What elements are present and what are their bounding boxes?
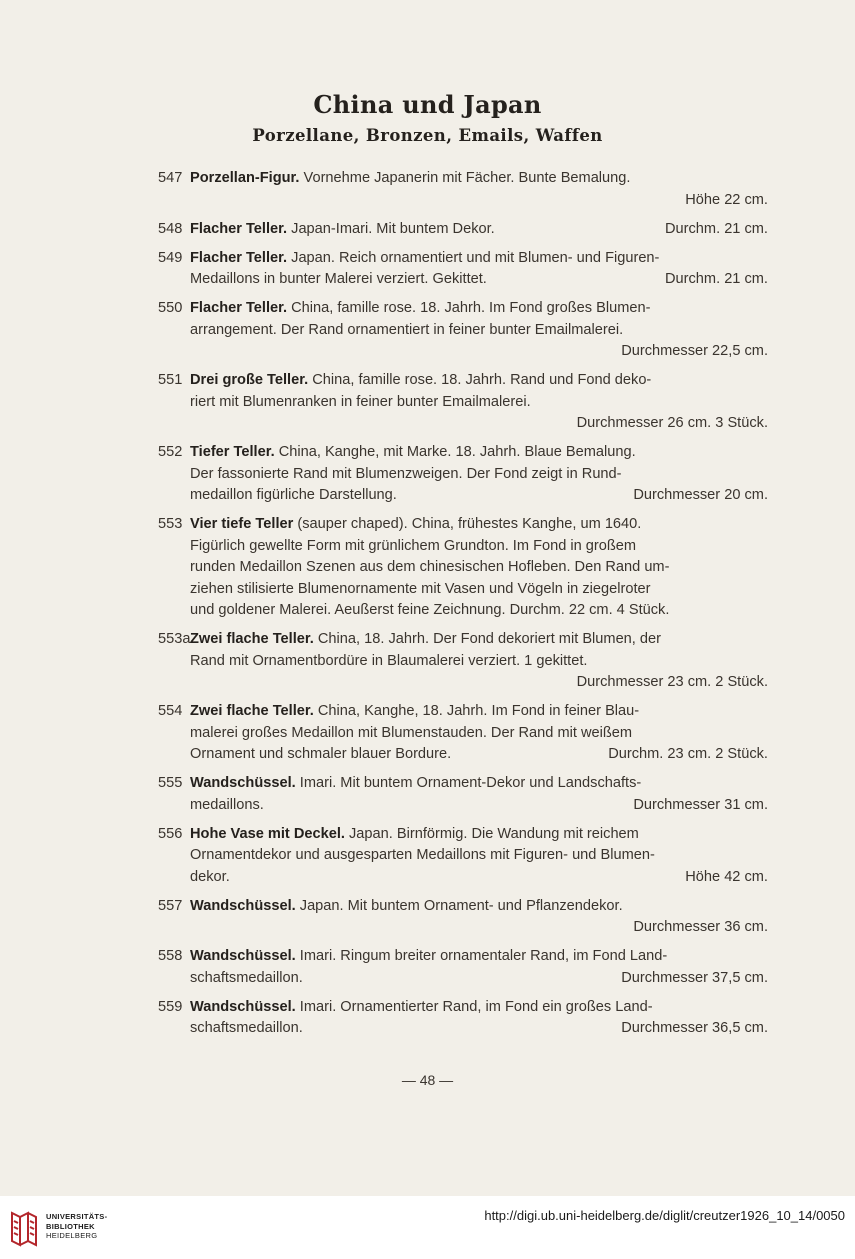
entry-title: Wandschüssel. <box>190 998 296 1015</box>
entry-title: Flacher Teller. <box>190 220 288 237</box>
entry-text: Japan. Reich ornamentiert und mit Blumen- und Figuren- <box>291 249 660 266</box>
source-url-link[interactable]: http://digi.ub.uni-heidelberg.de/diglit/creutzer1926_10_14/0050 <box>484 1208 845 1223</box>
entry-title: Zwei flache Teller. <box>190 703 314 719</box>
catalog-entry <box>158 946 768 989</box>
entry-text: Imari. Mit buntem Ornament-Dekor und Landschafts- <box>299 775 642 791</box>
entry-text: China, famille rose. 18. Jahrh. Im Fond großes Blumen- <box>291 300 651 316</box>
entry-text: medaillons. <box>190 796 264 813</box>
entry-text: China, Kanghe, 18. Jahrh. Im Fond in feiner Blau- <box>317 703 640 719</box>
entry-text: Figürlich gewellte Form mit grünlichem Grundton. Im Fond in großem <box>190 537 637 554</box>
entry-number: 556 <box>158 825 183 842</box>
entry-measure: Durchmesser 26 cm. 3 Stück. <box>576 415 768 431</box>
entry-text: Ornamentdekor und ausgesparten Medaillons mit Figuren- und Blumen- <box>190 847 655 863</box>
catalog-entries <box>158 168 768 1047</box>
entry-text: Rand mit Ornamentbordüre in Blaumalerei verziert. 1 gekittet. <box>190 652 588 669</box>
entry-number: 552 <box>158 444 183 460</box>
entry-text: riert mit Blumenranken in feiner bunter Emailmalerei. <box>190 393 531 410</box>
entry-number: 557 <box>158 897 183 914</box>
entry-number: 549 <box>158 249 183 266</box>
entry-number: 553 <box>158 516 183 532</box>
catalog-entry <box>158 248 768 291</box>
entry-text: Medaillons in bunter Malerei verziert. Gekittet. <box>190 271 487 287</box>
catalog-entry <box>158 514 768 622</box>
entry-text: Ornament und schmaler blauer Bordure. <box>190 746 452 762</box>
entry-number: 551 <box>158 372 183 388</box>
entry-title: Hohe Vase mit Deckel. <box>190 825 345 842</box>
entry-text: Japan. Birnförmig. Die Wandung mit reichem <box>349 825 639 842</box>
entry-number: 554 <box>158 703 183 719</box>
catalog-entry <box>158 219 768 241</box>
entry-title: Drei große Teller. <box>190 372 309 388</box>
entry-measure: Durchm. 21 cm. <box>665 220 768 237</box>
entry-title: Vier tiefe Teller <box>190 516 294 532</box>
catalog-entry <box>158 824 768 889</box>
entry-measure: Höhe 42 cm. <box>685 868 768 885</box>
page-number: — 48 — <box>401 1072 454 1088</box>
entry-text: medaillon figürliche Darstellung. <box>190 487 397 503</box>
page-subtitle: Porzellane, Bronzen, Emails, Waffen <box>252 126 603 145</box>
entry-measure: Durchmesser 23 cm. 2 Stück. <box>576 674 768 690</box>
entry-measure: Durchm. 21 cm. <box>665 271 768 287</box>
entry-text: Japan-Imari. Mit buntem Dekor. <box>291 220 495 237</box>
entry-number: 555 <box>158 775 183 791</box>
entry-measure: Durchmesser 36 cm. <box>633 919 768 935</box>
library-name-line2: BIBLIOTHEK <box>46 1221 95 1231</box>
entry-text: schaftsmedaillon. <box>190 969 303 986</box>
catalog-entry <box>158 773 768 816</box>
catalog-entry <box>158 629 768 694</box>
library-name-line1: UNIVERSITÄTS- <box>46 1212 108 1221</box>
entry-title: Flacher Teller. <box>190 300 288 316</box>
entry-text: dekor. <box>190 868 230 885</box>
entry-text: runden Medaillon Szenen aus dem chinesischen Hofleben. Den Rand um- <box>190 559 670 575</box>
entry-title: Flacher Teller. <box>190 249 288 266</box>
entry-measure: Durchmesser 20 cm. <box>633 487 768 503</box>
entry-title: Zwei flache Teller. <box>190 631 314 647</box>
footer-bar <box>0 1196 855 1259</box>
catalog-entry <box>158 370 768 435</box>
entry-title: Wandschüssel. <box>190 897 296 914</box>
catalog-entry <box>158 168 768 211</box>
entry-number: 550 <box>158 300 183 316</box>
entry-text: Imari. Ornamentierter Rand, im Fond ein großes Land- <box>299 998 653 1015</box>
catalog-entry <box>158 896 768 939</box>
entry-text: (sauper chaped). China, frühestes Kanghe, um 1640. <box>297 516 642 532</box>
entry-number: 553a <box>158 631 191 647</box>
entry-text: malerei großes Medaillon mit Blumenstauden. Der Rand mit weißem <box>190 724 633 741</box>
entry-text: Japan. Mit buntem Ornament- und Pflanzendekor. <box>299 897 623 914</box>
page-title: China und Japan <box>313 90 542 119</box>
entry-number: 559 <box>158 998 183 1015</box>
entry-text: China, famille rose. 18. Jahrh. Rand und Fond deko- <box>312 372 652 388</box>
entry-text: Vornehme Japanerin mit Fächer. Bunte Bemalung. <box>303 170 631 186</box>
entry-title: Wandschüssel. <box>190 948 296 964</box>
entry-text: ziehen stilisierte Blumenornamente mit Vasen und Vögeln in ziegelroter <box>190 580 651 597</box>
entry-measure: Höhe 22 cm. <box>685 191 768 208</box>
catalog-entry <box>158 442 768 507</box>
entry-text: China, Kanghe, mit Marke. 18. Jahrh. Blaue Bemalung. <box>278 444 636 460</box>
entry-measure: Durchmesser 36,5 cm. <box>621 1020 768 1036</box>
entry-text: arrangement. Der Rand ornamentiert in feiner bunter Emailmalerei. <box>190 321 624 338</box>
entry-text: China, 18. Jahrh. Der Fond dekoriert mit Blumen, der <box>317 631 662 647</box>
library-logo-icon <box>8 1207 38 1247</box>
entry-text: Imari. Ringum breiter ornamentaler Rand, im Fond Land- <box>299 948 668 964</box>
entry-title: Tiefer Teller. <box>190 444 275 460</box>
entry-text: Der fassonierte Rand mit Blumenzweigen. Der Fond zeigt in Rund- <box>190 465 622 482</box>
entry-text: schaftsmedaillon. <box>190 1020 303 1036</box>
entry-measure: Durchmesser 37,5 cm. <box>621 969 768 986</box>
entry-measure: Durchmesser 22,5 cm. <box>621 343 768 359</box>
library-name-line3: HEIDELBERG <box>46 1231 98 1240</box>
entry-measure: Durchmesser 31 cm. <box>633 796 768 813</box>
catalog-entry <box>158 997 768 1040</box>
catalog-entry <box>158 701 768 766</box>
entry-number: 548 <box>158 220 183 237</box>
library-name <box>46 1212 107 1241</box>
catalog-entry <box>158 298 768 363</box>
entry-number: 547 <box>158 170 183 186</box>
entry-title: Porzellan-Figur. <box>190 170 300 186</box>
entry-text: und goldener Malerei. Aeußerst feine Zeichnung. Durchm. 22 cm. 4 Stück. <box>190 602 670 618</box>
entry-number: 558 <box>158 948 183 964</box>
entry-title: Wandschüssel. <box>190 775 296 791</box>
entry-measure: Durchm. 23 cm. 2 Stück. <box>608 746 768 762</box>
